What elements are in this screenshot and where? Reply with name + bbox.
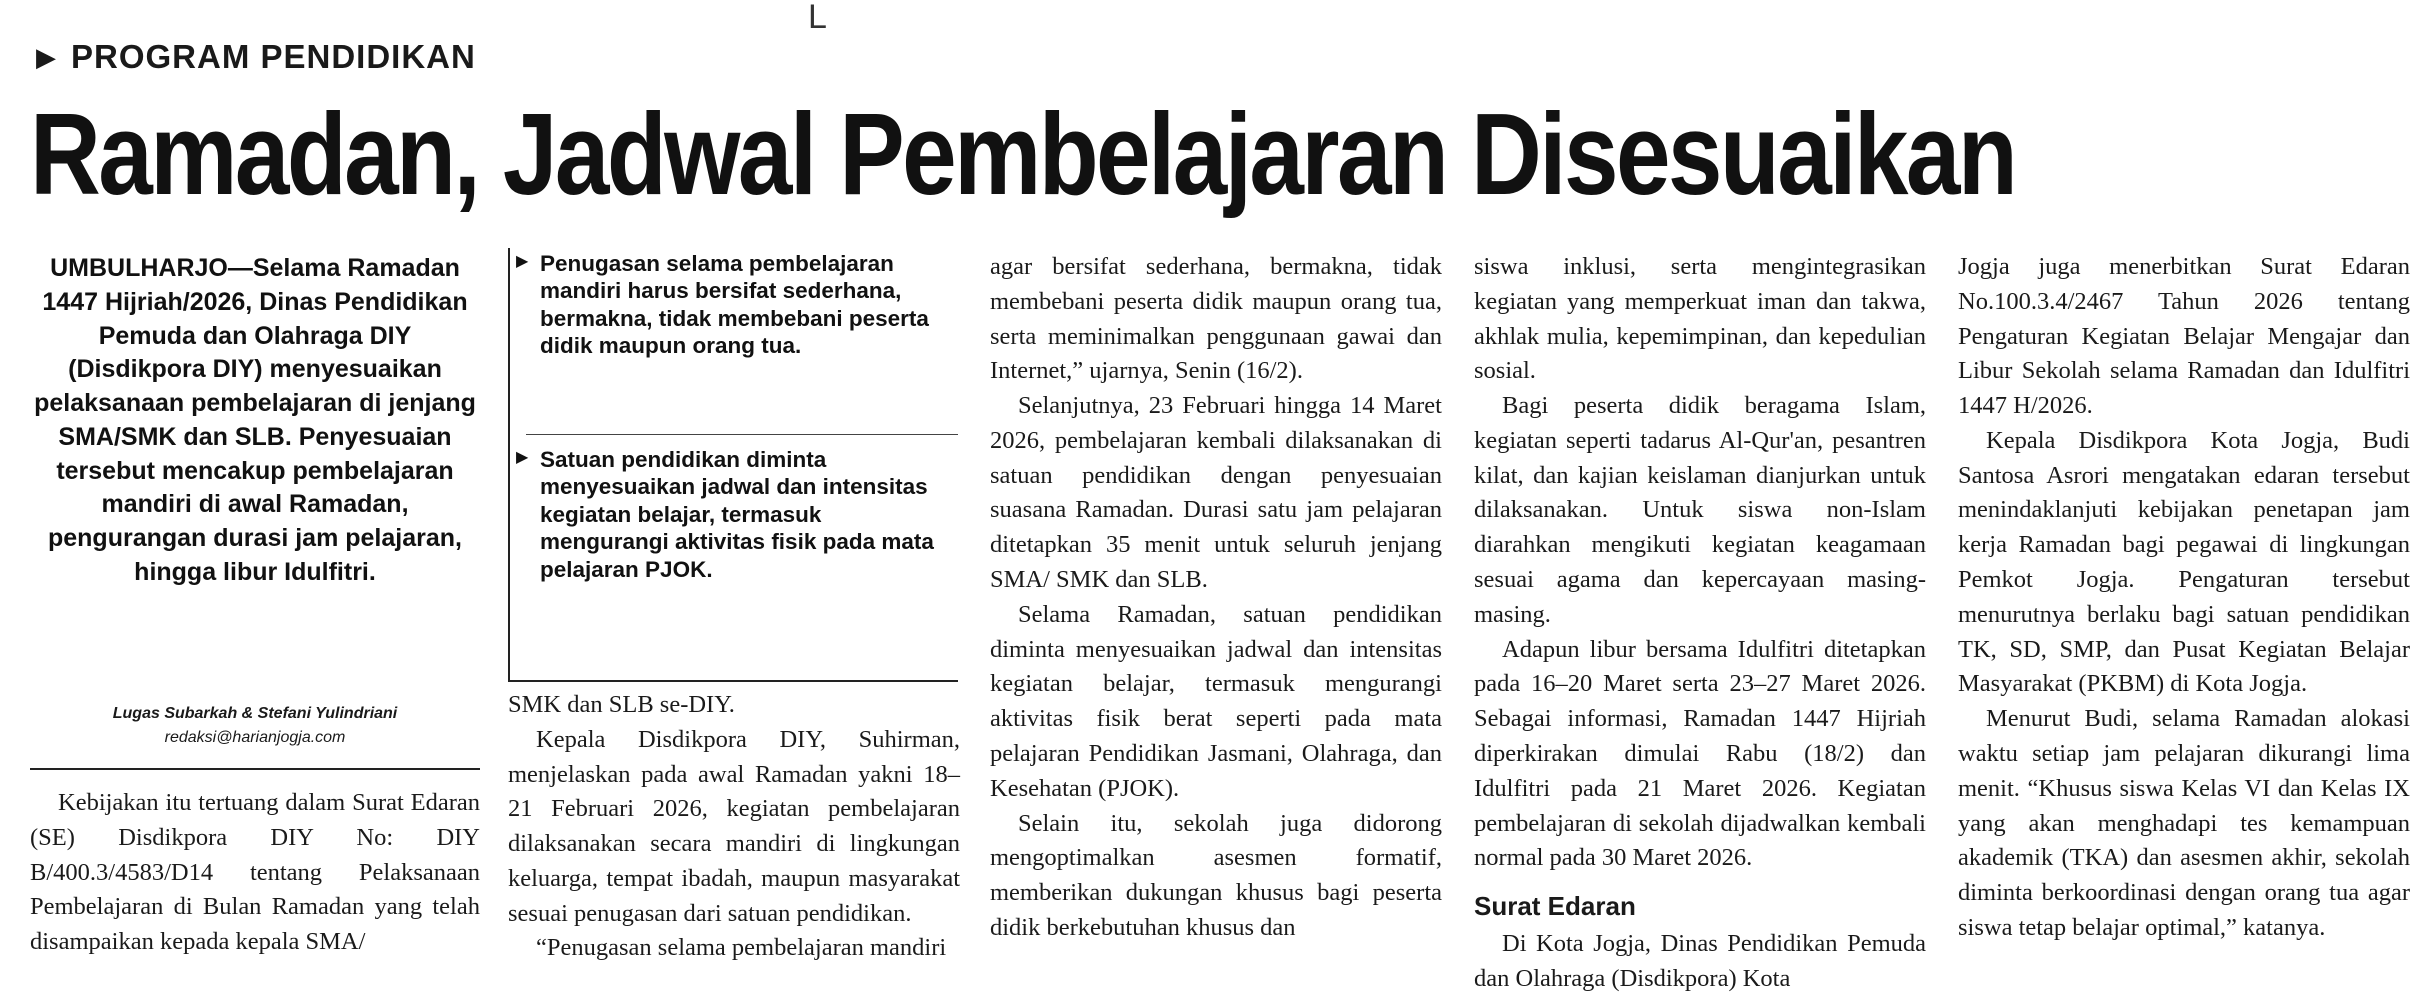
article-column-2: [508, 688, 960, 966]
highlight-box: [508, 248, 958, 682]
paragraph: Kepala Disdikpora Kota Jogja, Budi Santosa Asrori mengatakan edaran tersebut menindaklanjuti kebijakan penetapan jam kerja Ramadan bagi pegawai di lingkungan Pemkot Jogja. Pengaturan tersebut menurutnya berlaku bagi satuan pendidikan TK, SD, SMP, dan Pusat Kegiatan Belajar Masyarakat (PKBM) di Kota Jogja.: [1958, 426, 2410, 698]
column-divider-rule: [30, 768, 480, 770]
paragraph: “Penugasan selama pembelajaran mandiri: [536, 934, 947, 962]
triangle-icon: ▶: [36, 42, 57, 72]
arrow-bullet-icon: ▶: [516, 449, 529, 466]
lead-paragraph: UMBULHARJO—Selama Ramadan 1447 Hijriah/2026, Dinas Pendidikan Pemuda dan Olahraga DIY (Disdikpora DIY) menyesuaikan pelaksanaan pembelajaran di jenjang SMA/SMK dan SLB. Penyesuaian tersebut mencakup pembelajaran mandiri di awal Ramadan, pengurangan durasi jam pelajaran, hingga libur Idulfitri.: [34, 254, 476, 586]
highlight-text: Penugasan selama pembelajaran mandiri harus bersifat sederhana, bermakna, tidak membebani peserta didik maupun orang tua.: [540, 251, 929, 359]
article-column-3: [990, 250, 1442, 946]
paragraph: siswa inklusi, serta mengintegrasikan kegiatan yang memperkuat iman dan takwa, akhlak mulia, kepemimpinan, dan kepedulian sosial.: [1474, 253, 1926, 385]
paragraph: Selain itu, sekolah juga didorong mengoptimalkan asesmen formatif, memberikan dukungan khusus bagi peserta didik berkebutuhan khusus dan: [990, 809, 1442, 941]
arrow-bullet-icon: ▶: [516, 253, 529, 270]
highlight-separator: [526, 434, 958, 435]
article-column-1: [30, 786, 480, 960]
section-rubric: [36, 38, 476, 76]
paragraph: SMK dan SLB se-DIY.: [508, 691, 735, 718]
byline: [30, 702, 480, 750]
rubric-label: PROGRAM PENDIDIKAN: [71, 38, 476, 75]
paragraph: Menurut Budi, selama Ramadan alokasi waktu setiap jam pelajaran dikurangi lima menit. “Khusus siswa Kelas VI dan Kelas IX yang akan menghadapi tes kemampuan akademik (TKA) dan asesmen akhir, sekolah diminta berkoordinasi dengan orang tua agar siswa tetap belajar optimal,” katanya.: [1958, 705, 2410, 941]
highlight-item: [516, 250, 940, 360]
article-column-5: [1958, 250, 2410, 946]
section-subhead: Surat Edaran: [1474, 891, 1636, 922]
highlight-item: [516, 446, 940, 583]
paragraph: agar bersifat sederhana, bermakna, tidak membebani peserta didik maupun orang tua, serta meminimalkan penggunaan gawai dan Internet,” ujarnya, Senin (16/2).: [990, 253, 1442, 385]
paragraph: Kebijakan itu tertuang dalam Surat Edaran (SE) Disdikpora DIY No: DIY B/400.3/4583/D14 tentang Pelaksanaan Pembelajaran di Bulan Ramadan yang telah disampaikan kepada kepala SMA/: [30, 789, 480, 956]
paragraph: Selama Ramadan, satuan pendidikan diminta menyesuaikan jadwal dan intensitas kegiatan belajar, termasuk mengurangi aktivitas fisik berat seperti pada mata pelajaran Pendidikan Jasmani, Olahraga, dan Kesehatan (PJOK).: [990, 600, 1442, 802]
article-column-4: [1474, 250, 1926, 997]
headline: Ramadan, Jadwal Pembelajaran Disesuaikan: [30, 89, 2016, 219]
paragraph: Di Kota Jogja, Dinas Pendidikan Pemuda dan Olahraga (Disdikpora) Kota: [1474, 929, 1926, 992]
highlight-text: Satuan pendidikan diminta menyesuaikan jadwal dan intensitas kegiatan belajar, termasuk mengurangi aktivitas fisik pada mata pelajaran PJOK.: [540, 447, 934, 582]
paragraph: Bagi peserta didik beragama Islam, kegiatan seperti tadarus Al-Qur'an, pesantren kilat, dan kajian keislaman dianjurkan untuk dilaksanakan. Untuk siswa non-Islam diarahkan mengikuti kegiatan keagamaan sesuai agama dan kepercayaan masing-masing.: [1474, 392, 1926, 628]
byline-authors: Lugas Subarkah & Stefani Yulindriani: [112, 705, 398, 722]
paragraph: Selanjutnya, 23 Februari hingga 14 Maret 2026, pembelajaran kembali dilaksanakan di satuan pendidikan dengan penyesuaian suasana Ramadan. Durasi satu jam pelajaran ditetapkan 35 menit untuk seluruh jenjang SMA/ SMK dan SLB.: [990, 392, 1442, 594]
paragraph: Jogja juga menerbitkan Surat Edaran No.100.3.4/2467 Tahun 2026 tentang Pengaturan Kegiatan Belajar Mengajar dan Libur Sekolah selama Ramadan dan Idulfitri 1447 H/2026.: [1958, 253, 2410, 420]
handwritten-mark: L: [808, 0, 827, 36]
paragraph: Adapun libur bersama Idulfitri ditetapkan pada 16–20 Maret serta 23–27 Maret 2026. Sebagai informasi, Ramadan 1447 Hijriah diperkirakan dimulai Rabu (18/2) dan Idulfitri pada 21 Maret 2026. Kegiatan pembelajaran di sekolah dijadwalkan kembali normal pada 30 Maret 2026.: [1474, 635, 1926, 872]
paragraph: Kepala Disdikpora DIY, Suhirman, menjelaskan pada awal Ramadan yakni 18–21 Februari 2026, kegiatan pembelajaran dilaksanakan secara mandiri di lingkungan keluarga, tempat ibadah, maupun masyarakat sesuai penugasan dari satuan pendidikan.: [508, 725, 960, 927]
byline-email: redaksi@harianjogja.com: [164, 729, 346, 746]
